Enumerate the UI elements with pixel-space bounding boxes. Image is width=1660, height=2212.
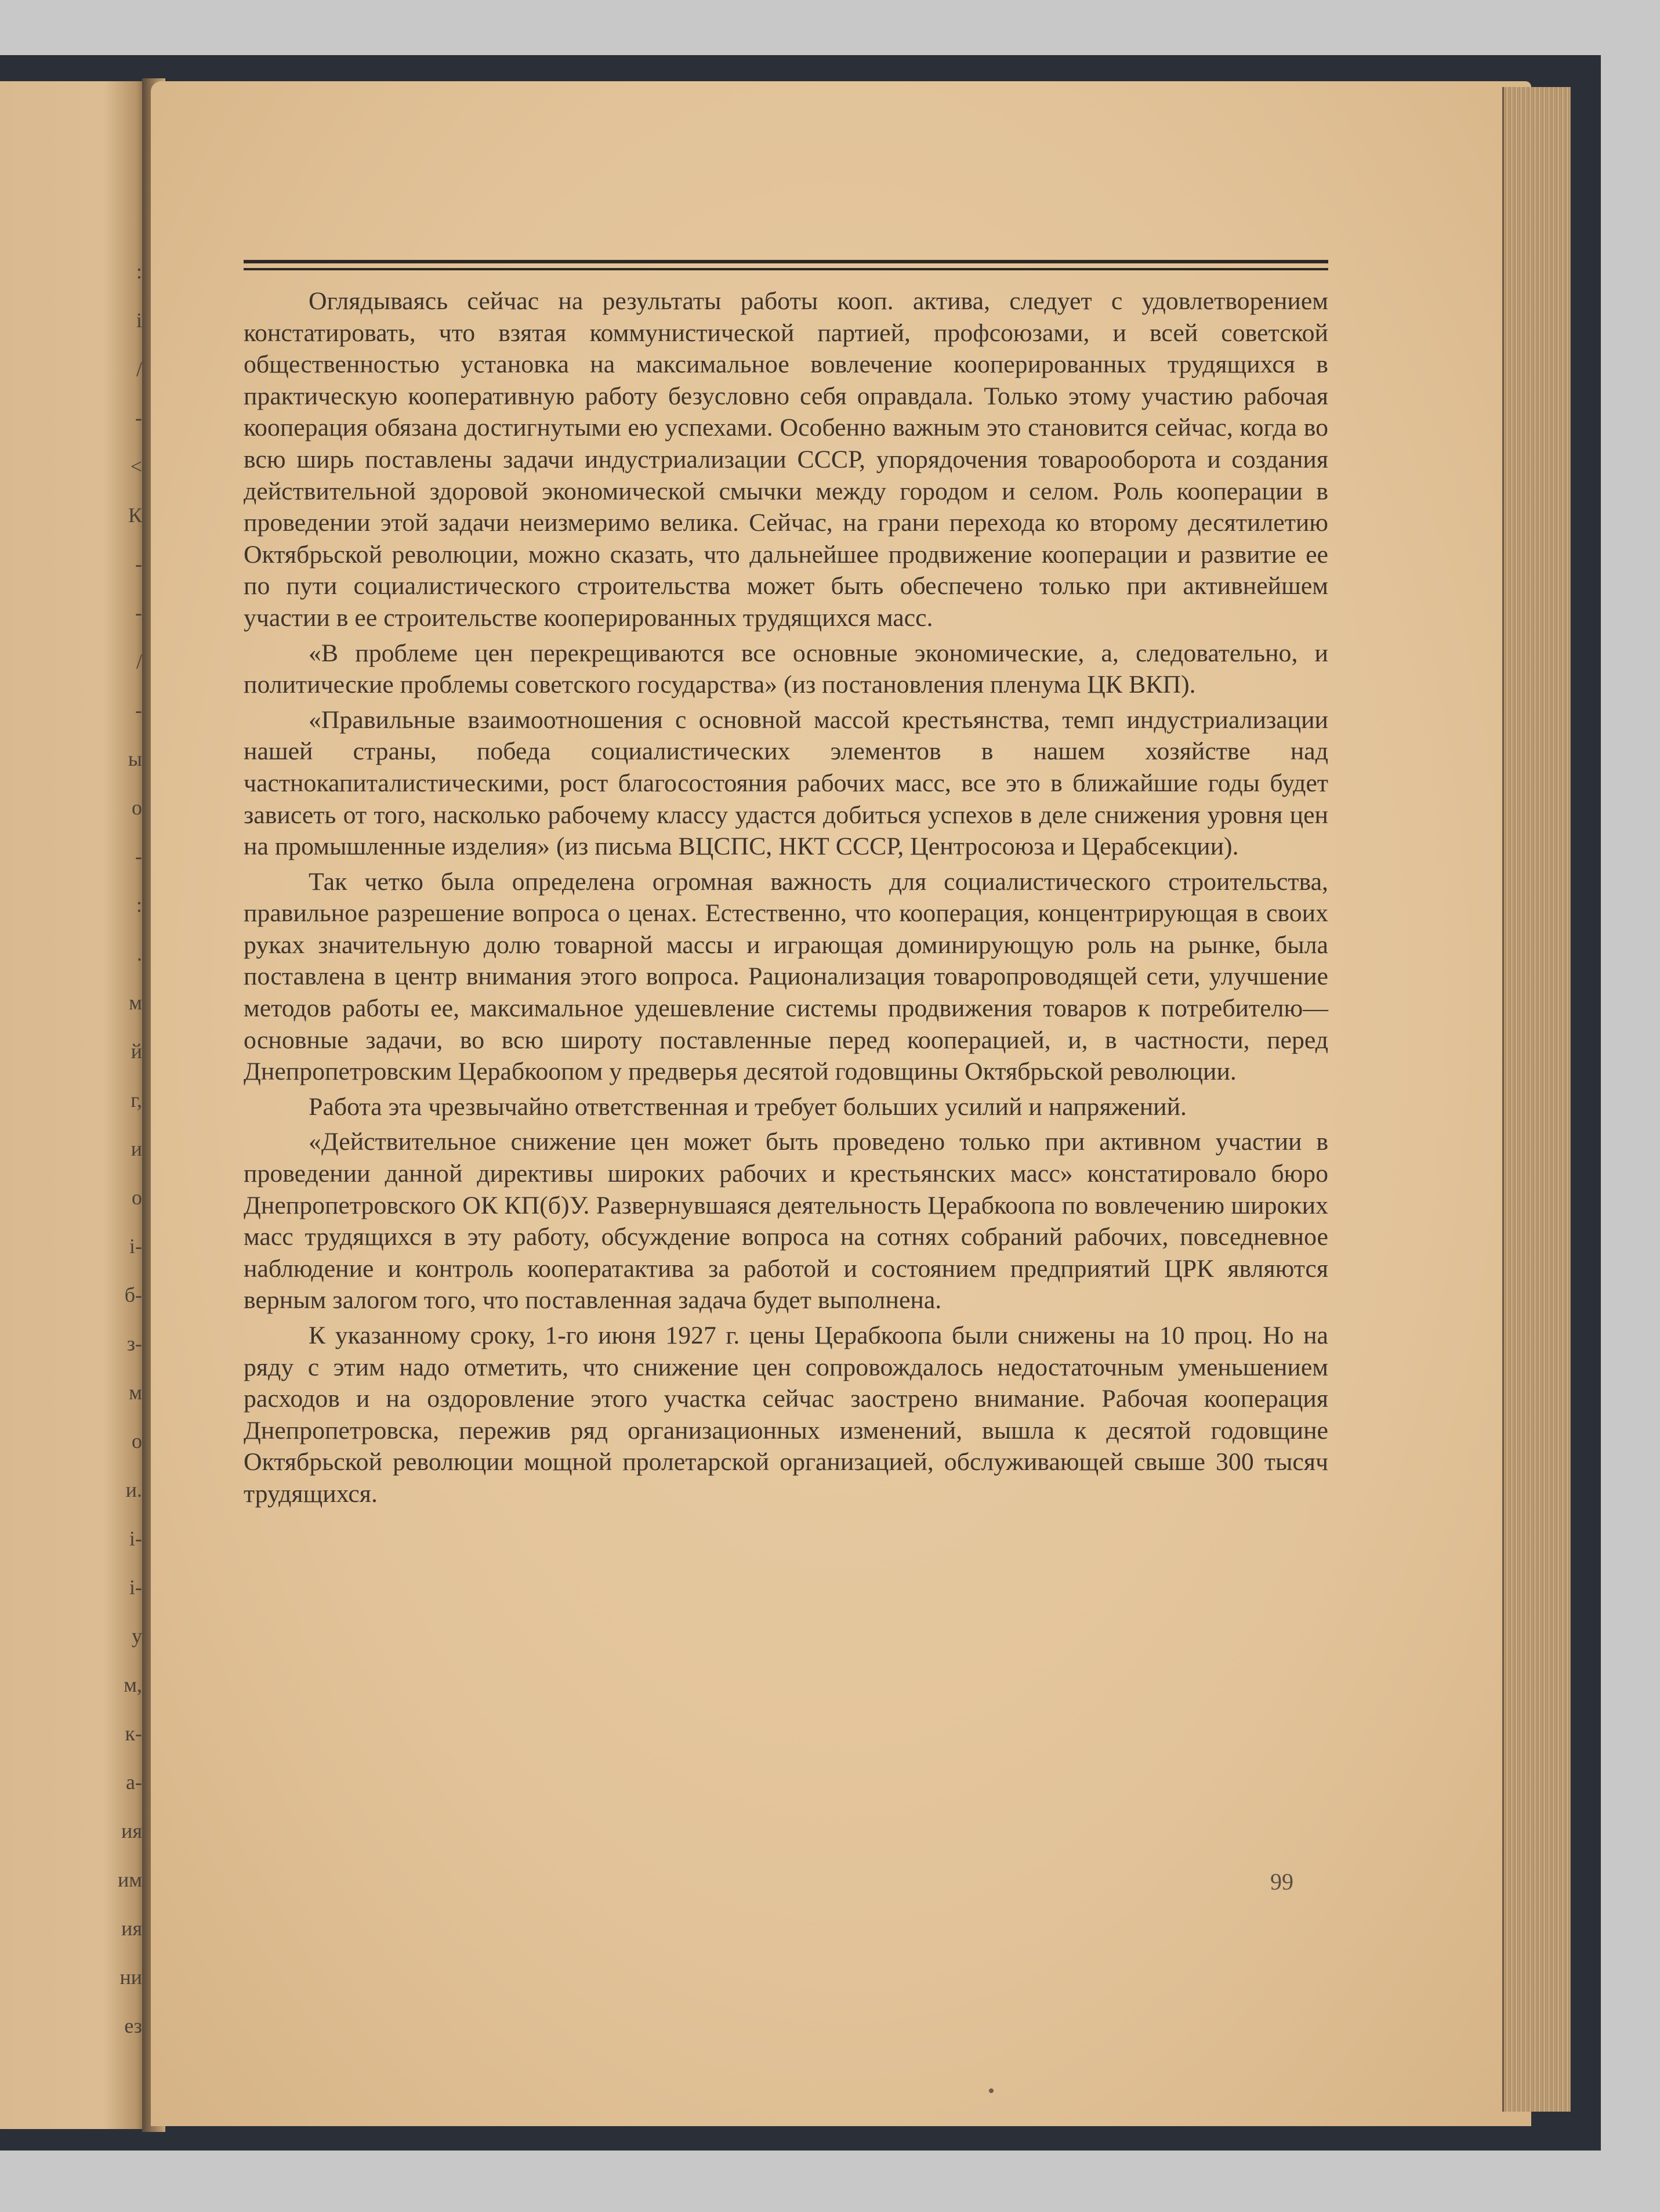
left-page-fragment: і- bbox=[129, 1527, 142, 1550]
left-page bbox=[0, 81, 148, 2129]
left-page-fragment: і- bbox=[129, 1234, 142, 1258]
left-page-fragment: - bbox=[135, 601, 142, 624]
paragraph: Так четко была определена огромная важность для социалистического строительства, правильное разрешение вопроса о ценах. Естественно, что кооперация, концентрирующая в своих руках значительную долю товарной массы и играющая доминирующую роль на рынке, была поставлена в центр внимания этого вопроса. Рационализация товаропроводящей сети, улучшение методов работы ее, максимальное удешевление системы продвижения товаров к потребителю—основные задачи, во всю широту поставленные перед кооперацией, и, в частности, перед Днепропетровским Церабкоопом у предверья десятой годовщины Октябрьской революции. bbox=[244, 867, 1328, 1086]
left-page-fragment: . bbox=[137, 942, 142, 965]
left-page-fragment: г, bbox=[131, 1088, 142, 1112]
left-page-fragment: о bbox=[132, 1186, 142, 1209]
page-edges bbox=[1502, 87, 1571, 2112]
page-number: 99 bbox=[1270, 1869, 1293, 1895]
left-page-fragment: о bbox=[132, 796, 142, 819]
left-page-fragment: м bbox=[129, 1381, 142, 1404]
paragraph: «В проблеме цен перекрещиваются все основные экономические, а, следовательно, и политические проблемы советского государства» (из постановления пленума ЦК ВКП). bbox=[244, 639, 1328, 699]
left-page-fragment: / bbox=[136, 650, 142, 673]
left-page-fragment: ия bbox=[121, 1819, 142, 1842]
left-page-fragment: і- bbox=[129, 1576, 142, 1599]
left-page-fragment: з- bbox=[126, 1332, 142, 1355]
body-text bbox=[244, 285, 1328, 1514]
left-page-fragment: і bbox=[136, 309, 142, 332]
left-page-fragment: ез bbox=[124, 2014, 142, 2037]
left-page-fragment: - bbox=[135, 845, 142, 868]
left-page-fragment: а- bbox=[126, 1771, 142, 1794]
left-page-fragment: о bbox=[132, 1429, 142, 1453]
paragraph: К указанному сроку, 1-го июня 1927 г. цены Церабкоопа были снижены на 10 проц. Но на ряду с этим надо отметить, что снижение цен сопровождалось недостаточным уменьшением расходов и на оздоровление этого участка сейчас заострено внимание. Рабочая кооперация Днепропетровска, пережив ряд организационных изменений, вышла к десятой годовщине Октябрьской революции мощной пролетарской организацией, обслуживающей свыше 300 тысяч трудящихся. bbox=[244, 1322, 1328, 1508]
left-page-fragment: к- bbox=[125, 1722, 142, 1745]
left-page-fragment: - bbox=[135, 406, 142, 429]
left-page-fragment: б- bbox=[124, 1283, 142, 1306]
paper-speck bbox=[989, 2088, 994, 2093]
left-page-fragment: / bbox=[136, 357, 142, 381]
paragraph: «Действительное снижение цен может быть проведено только при активном участии в проведении данной директивы широких рабочих и крестьянских масс» констатировало бюро Днепропетровского ОК КП(б)У. Развернувшаяся деятельность Церабкоопа по вовлечению широких масс трудящихся в эту работу, обсуждение вопроса на сотнях собраний рабочих, повседневное наблюдение и контроль кооператактива за работой и состоянием предприятий ЦРК являются верным залогом того, что поставленная задача будет выполнена. bbox=[244, 1128, 1328, 1315]
left-page-fragment: ы bbox=[128, 747, 142, 770]
header-rule-thick bbox=[244, 260, 1328, 263]
left-page-fragment: й bbox=[131, 1040, 142, 1063]
left-page-fragment: К bbox=[128, 504, 142, 527]
paragraph: «Правильные взаимоотношения с основной массой крестьянства, темп индустриализации нашей страны, победа социалистических элементов в нашем хозяйстве над частнокапиталистическими, рост благосостояния рабочих масс, все это в ближайшие годы будет зависеть от того, насколько рабочему классу удастся добиться успехов в деле снижения уровня цен на промышленные изделия» (из письма ВЦСПС, НКТ СССР, Центросоюза и Церабсекции). bbox=[244, 705, 1328, 861]
paragraph: Оглядываясь сейчас на результаты работы кооп. актива, следует с удовлетворением констатировать, что взятая коммунистической партией, профсоюзами, и всей советской общественностью установка на максимальное вовлечение кооперированных трудящихся в практическую кооперативную работу безусловно себя оправдала. Только этому участию рабочая кооперация обязана достигнутыми ею успехами. Особенно важным это становится сейчас, когда во всю ширь поставлены задачи индустриализации СССР, упорядочения товарооборота и создания действительной здоровой экономической смычки между городом и селом. Роль кооперации в проведении этой задачи неизмеримо велика. Сейчас, на грани перехода ко второму десятилетию Октябрьской революции, можно сказать, что дальнейшее продвижение кооперации и развитие ее по пути социалистического строительства может быть обеспечено только при активнейшем участии в ее строительстве кооперированных трудящихся масс. bbox=[244, 287, 1328, 632]
left-page-fragment: - bbox=[135, 552, 142, 575]
left-page-fragment: м, bbox=[124, 1673, 142, 1696]
scanned-book-spread bbox=[0, 55, 1601, 2151]
left-page-fragment: м bbox=[129, 991, 142, 1014]
left-page-fragment: - bbox=[135, 698, 142, 722]
left-page-fragment: < bbox=[130, 455, 142, 478]
left-page-fragment: и. bbox=[125, 1478, 142, 1501]
left-page-fragment: ия bbox=[121, 1917, 142, 1940]
right-page bbox=[151, 81, 1531, 2126]
left-page-fragment: : bbox=[136, 893, 142, 917]
header-rule-thin bbox=[244, 268, 1328, 270]
left-page-fragment: и bbox=[131, 1137, 142, 1160]
left-page-fragment: ни bbox=[119, 1965, 142, 1989]
paragraph: Работа эта чрезвычайно ответственная и требует больших усилий и напряжений. bbox=[309, 1092, 1187, 1121]
left-page-fragment: им bbox=[117, 1868, 142, 1891]
left-page-fragment: у bbox=[132, 1624, 142, 1648]
left-page-fragment: : bbox=[136, 260, 142, 283]
